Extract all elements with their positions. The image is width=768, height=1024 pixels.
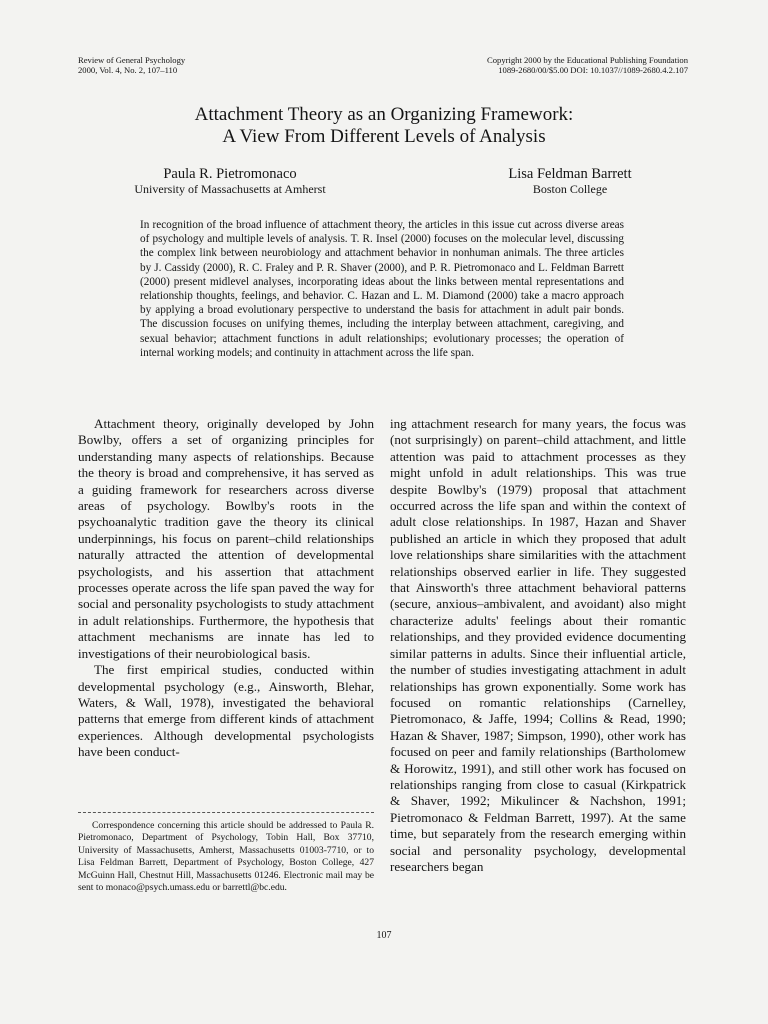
- page-number: 107: [376, 930, 392, 941]
- title-line-1: Attachment Theory as an Organizing Framework:: [194, 104, 574, 125]
- author-affiliation: Boston College: [532, 182, 608, 196]
- article-title: [0, 104, 768, 148]
- journal-name: Review of General Psychology: [78, 55, 186, 65]
- author-1: [100, 166, 360, 196]
- paragraph: The first empirical studies, conducted within developmental psychology (e.g., Ainsworth, Blehar, Waters, & Wall, 1978), investigated the behavioral patterns that emerge from different kinds of attachment experiences. Although developmental psychologists have been conduct-: [78, 662, 374, 760]
- author-affiliation: University of Massachusetts at Amherst: [134, 182, 326, 196]
- correspondence-footnote: [78, 820, 374, 894]
- author-name: Paula R. Pietromonaco: [163, 166, 297, 182]
- journal-volume: 2000, Vol. 4, No. 2, 107–110: [78, 64, 178, 75]
- paragraph: ing attachment research for many years, the focus was (not surprisingly) on parent–child attachment, and little attention was paid to attachment processes as they might unfold in adult relationships. This was true despite Bowlby's (1979) proposal that attachment occurred across the life span and within the context of adult close relationships. In 1987, Hazan and Shaver published an article in which they proposed that adult love relationships share similarities with the attachment relationships observed earlier in life. They suggested that Ainsworth's three attachment behavioral patterns (secure, anxious–ambivalent, and avoidant) also might characterize adults' feelings about their romantic relationships, and they provided evidence documenting similar patterns in adults. Since their influential article, the number of studies investigating attachment in adult relationships has grown exponentially. Some work has focused on romantic relationships (Carnelley, Pietromonaco, & Jaffe, 1994; Collins & Read, 1990; Hazan & Shaver, 1987; Simpson, 1990), other work has focused on peer and family relationships (Bartholomew & Horowitz, 1991), and still other work has focused on relationships ranging from close to casual (Kirkpatrick & Shaver, 1992; Mikulincer & Nachshon, 1991; Pietromonaco & Feldman Barrett, 1997). At the same time, but separately from the research emerging within social and personality psychology, developmental researchers began: [390, 416, 686, 874]
- body-column-right: [390, 416, 686, 875]
- abstract: In recognition of the broad influence of attachment theory, the articles in this issue cut across diverse areas of psychology and multiple levels of analysis. T. R. Insel (2000) focuses on the molecular level, discussing the complex link between neurobiology and attachment behavior in nonhuman animals. The three articles by J. Cassidy (2000), R. C. Fraley and P. R. Shaver (2000), and P. R. Pietromonaco and L. Feldman Barrett (2000) present midlevel analyses, incorporating ideas about the links between mental representations and relationship thoughts, feelings, and behavior. C. Hazan and L. M. Diamond (2000) take a macro approach by applying a broad evolutionary perspective to understand the basis for attachment in adult pair bonds. The discussion focuses on unifying themes, including the interplay between attachment, caregiving, and sexual behavior; attachment functions in adult relationships; evolutionary processes; the operation of internal working models; and continuity in attachment across the life span.: [140, 219, 624, 359]
- footnote-text: Correspondence concerning this article should be addressed to Paula R. Pietromonaco, Department of Psychology, Tobin Hall, Box 37710, University of Massachusetts, Amherst, Massachusetts 01003-7710, or to Lisa Feldman Barrett, Department of Psychology, Boston College, 427 McGuinn Hall, Chestnut Hill, Massachusetts 01246. Electronic mail may be sent to monaco@psych.umass.edu or barrettl@bc.edu.: [78, 820, 374, 894]
- copyright-notice: [487, 56, 688, 75]
- title-line-2: A View From Different Levels of Analysis: [222, 126, 546, 147]
- footnote-divider: [78, 812, 374, 813]
- author-name: Lisa Feldman Barrett: [508, 166, 632, 182]
- author-2: [440, 166, 700, 196]
- copyright-line: Copyright 2000 by the Educational Publishing Foundation: [487, 55, 688, 65]
- doi-line: 1089-2680/00/$5.00 DOI: 10.1037//1089-2680.4.2.107: [498, 64, 688, 75]
- paragraph: Attachment theory, originally developed by John Bowlby, offers a set of organizing principles for understanding many aspects of relationships. Because the theory is broad and comprehensive, it has served as a guiding framework for researchers across diverse areas of psychology. Bowlby's roots in the psychoanalytic tradition gave the theory its clinical underpinnings, his focus on parent–child relationships naturally attracted the attention of developmental psychologists, and his assertion that attachment processes operate across the life span paved the way for social and personality psychologists to study attachment in adult relationships. Furthermore, the hypothesis that attachment mechanisms are innate has led to investigations of their neurobiological basis.: [78, 416, 374, 661]
- journal-citation: [78, 56, 185, 75]
- body-column-left: [78, 416, 374, 761]
